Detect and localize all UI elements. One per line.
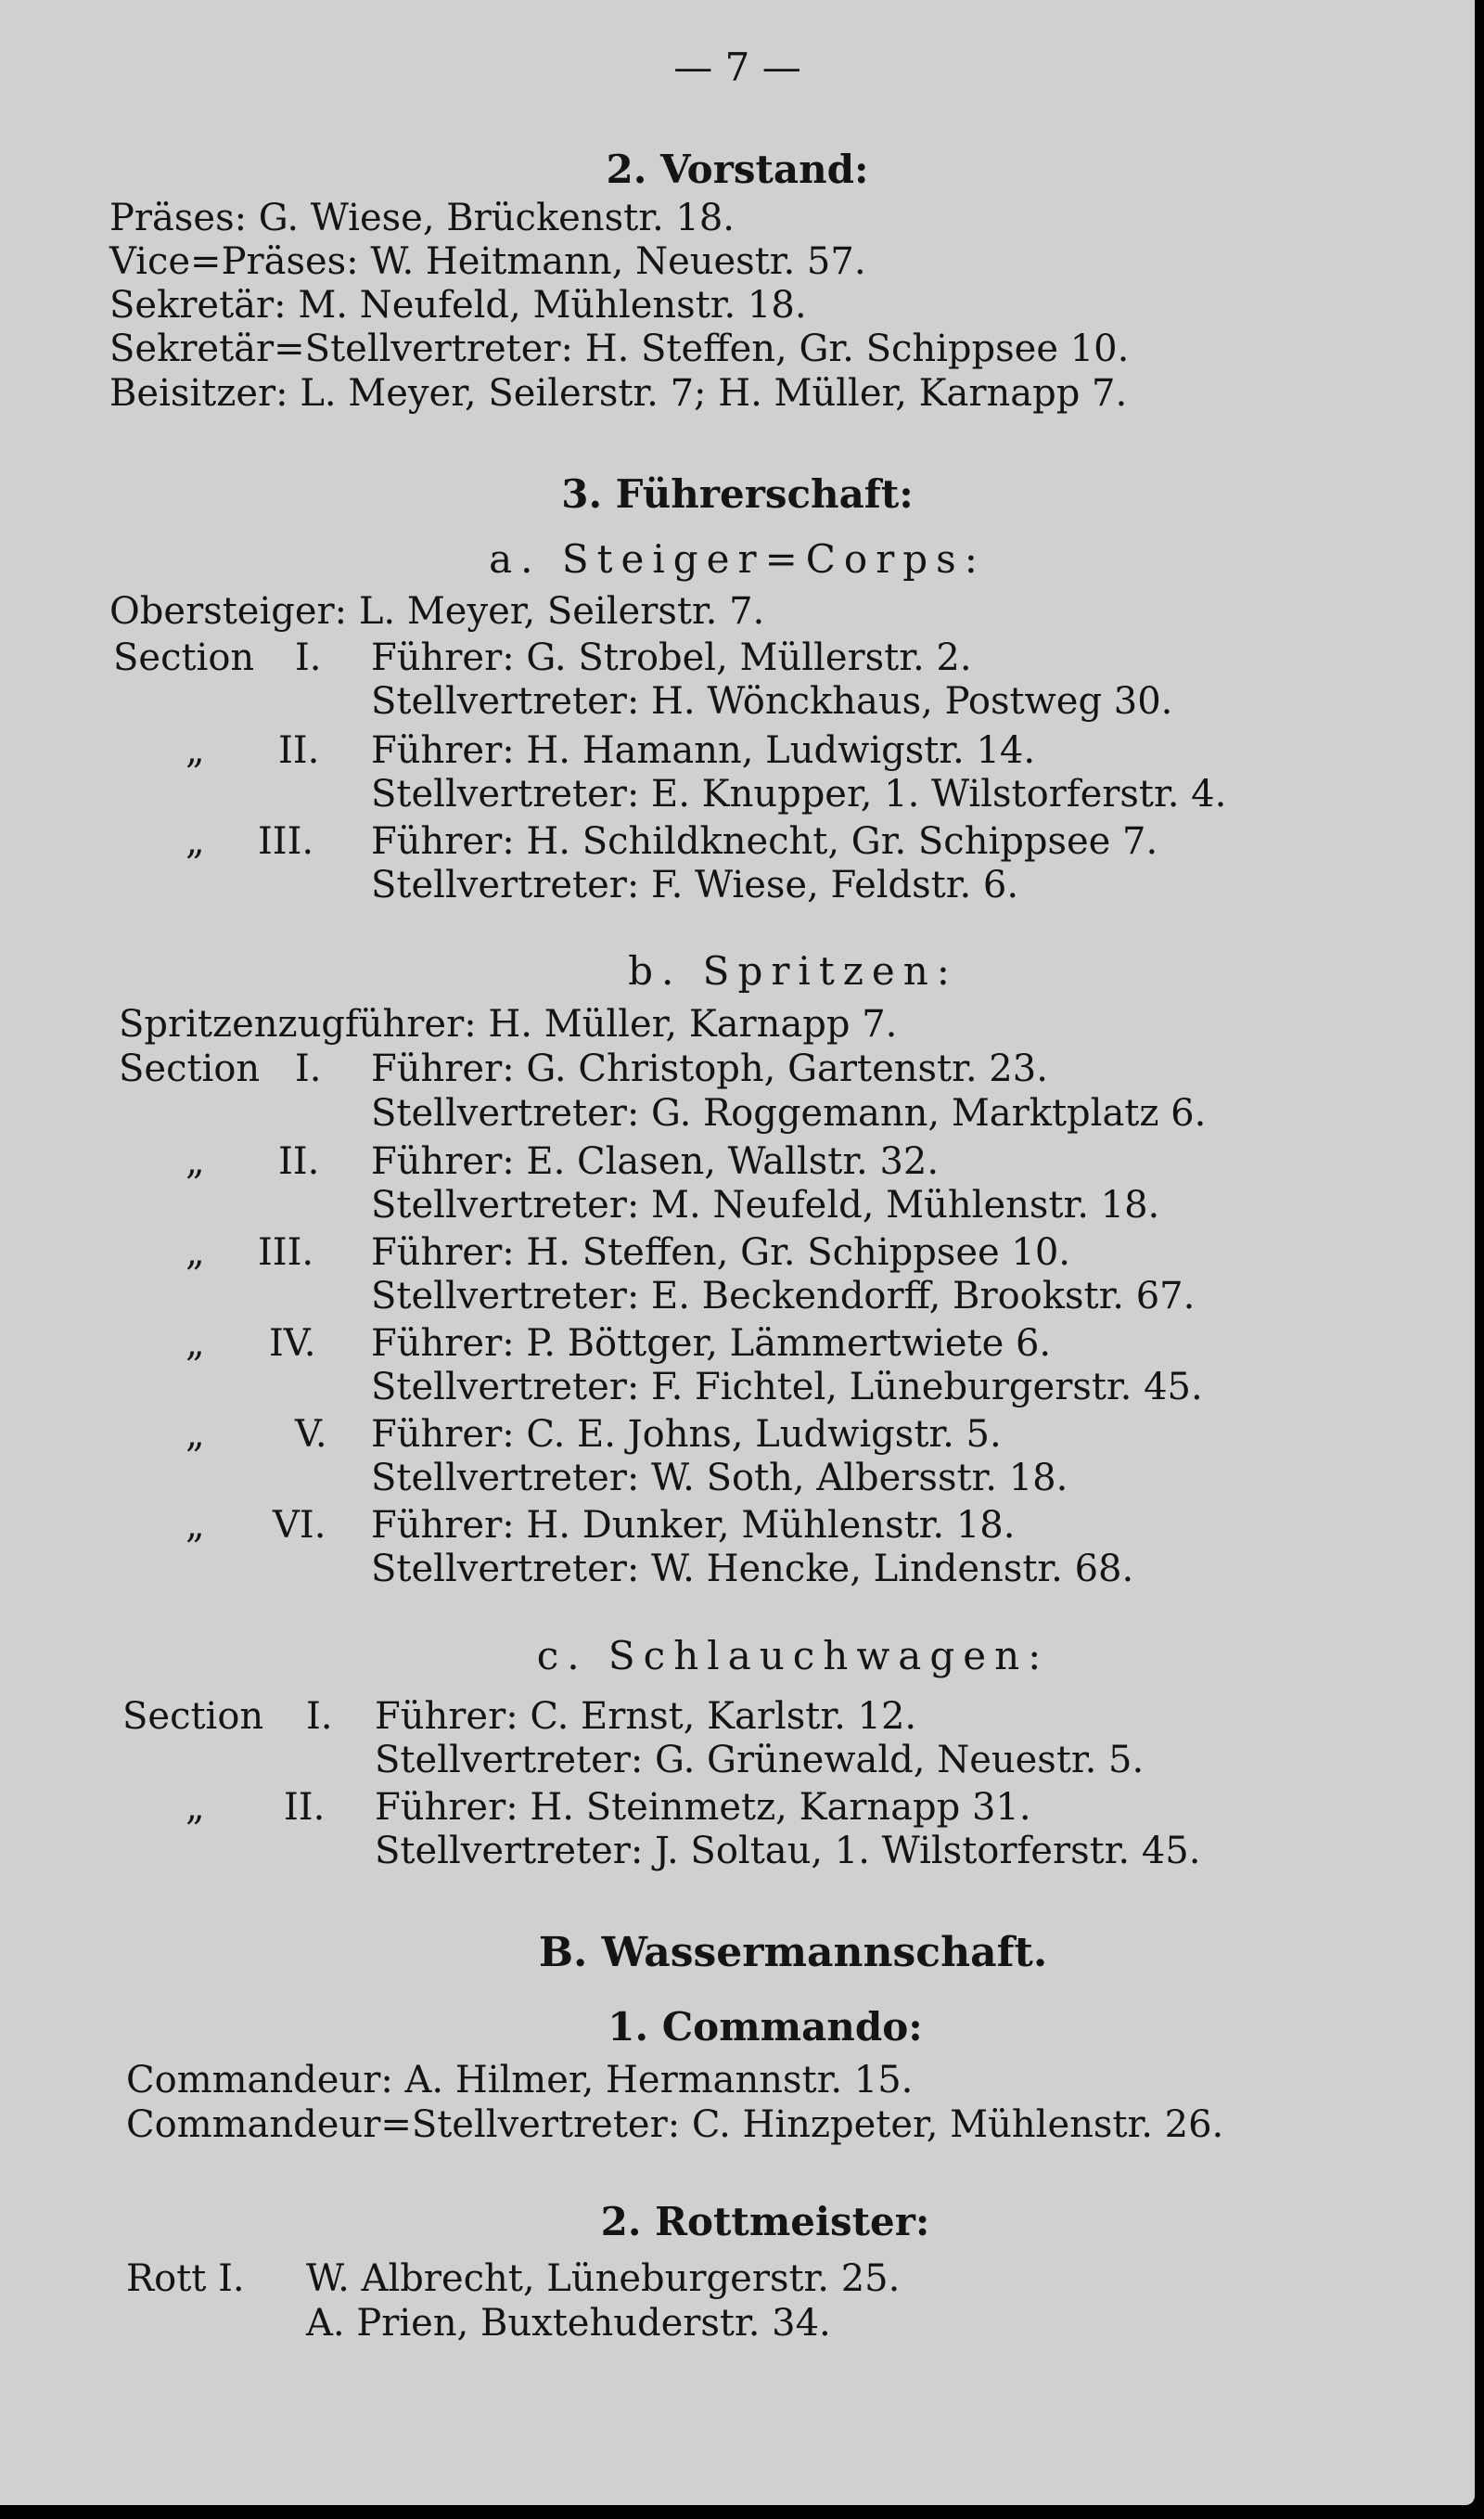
- section-fuehrer: Führer: C. Ernst, Karlstr. 12.: [375, 1695, 917, 1738]
- schlauchwagen-heading: c. Schlauchwagen:: [536, 1633, 1050, 1678]
- section-number: II.: [278, 1140, 320, 1183]
- section-stellvertreter: Stellvertreter: J. Soltau, 1. Wilstorferstr. 45.: [375, 1830, 1201, 1872]
- wassermannschaft-heading: B. Wassermannschaft.: [538, 1929, 1048, 1976]
- section-stellvertreter: Stellvertreter: G. Roggemann, Marktplatz 6.: [371, 1092, 1207, 1135]
- fuehrerschaft-heading: 3. Führerschaft:: [561, 471, 914, 517]
- ditto-mark: „: [186, 1786, 205, 1829]
- vorstand-line: Sekretär=Stellvertreter: H. Steffen, Gr. Schippsee 10.: [109, 328, 1130, 370]
- section-number: III.: [258, 1231, 314, 1274]
- section-stellvertreter: Stellvertreter: F. Wiese, Feldstr. 6.: [371, 864, 1019, 906]
- section-fuehrer: Führer: H. Steinmetz, Karnapp 31.: [375, 1786, 1031, 1829]
- rott-label: Rott I.: [126, 2257, 245, 2300]
- section-number: IV.: [269, 1322, 316, 1365]
- vorstand-line: Vice=Präses: W. Heitmann, Neuestr. 57.: [109, 240, 866, 283]
- rottmeister-line: A. Prien, Buxtehuderstr. 34.: [306, 2302, 831, 2345]
- vorstand-heading: 2. Vorstand:: [606, 147, 869, 192]
- section-number: I.: [306, 1695, 333, 1738]
- section-stellvertreter: Stellvertreter: M. Neufeld, Mühlenstr. 18.: [371, 1184, 1160, 1227]
- section-fuehrer: Führer: E. Clasen, Wallstr. 32.: [371, 1140, 940, 1183]
- ditto-mark: „: [186, 1231, 205, 1274]
- section-label: Section: [122, 1695, 264, 1738]
- section-fuehrer: Führer: G. Strobel, Müllerstr. 2.: [371, 636, 972, 679]
- page-number: — 7 —: [673, 45, 801, 90]
- ditto-mark: „: [186, 1504, 205, 1547]
- commando-line: Commandeur=Stellvertreter: C. Hinzpeter, Mühlenstr. 26.: [126, 2103, 1224, 2146]
- vorstand-line: Beisitzer: L. Meyer, Seilerstr. 7; H. Müller, Karnapp 7.: [109, 372, 1128, 415]
- ditto-mark: „: [186, 820, 205, 863]
- steiger-heading: a. Steiger=Corps:: [489, 536, 986, 582]
- section-number: I.: [295, 636, 322, 679]
- section-number: II.: [278, 729, 320, 772]
- rottmeister-line: W. Albrecht, Lüneburgerstr. 25.: [306, 2257, 901, 2300]
- section-fuehrer: Führer: G. Christoph, Gartenstr. 23.: [371, 1047, 1048, 1090]
- section-stellvertreter: Stellvertreter: W. Hencke, Lindenstr. 68.: [371, 1548, 1134, 1590]
- section-number: VI.: [273, 1504, 326, 1547]
- obersteiger-line: Obersteiger: L. Meyer, Seilerstr. 7.: [109, 590, 765, 633]
- ditto-mark: „: [186, 1322, 205, 1365]
- section-number: II.: [284, 1786, 326, 1829]
- section-fuehrer: Führer: H. Steffen, Gr. Schippsee 10.: [371, 1231, 1071, 1274]
- section-fuehrer: Führer: P. Böttger, Lämmertwiete 6.: [371, 1322, 1052, 1365]
- section-label: Section: [119, 1047, 261, 1090]
- commando-heading: 1. Commando:: [608, 2004, 923, 2050]
- section-stellvertreter: Stellvertreter: W. Soth, Albersstr. 18.: [371, 1457, 1068, 1499]
- section-number: I.: [295, 1047, 322, 1090]
- section-stellvertreter: Stellvertreter: E. Knupper, 1. Wilstorferstr. 4.: [371, 773, 1227, 816]
- section-fuehrer: Führer: H. Schildknecht, Gr. Schippsee 7.: [371, 820, 1158, 863]
- commando-line: Commandeur: A. Hilmer, Hermannstr. 15.: [126, 2059, 914, 2101]
- section-stellvertreter: Stellvertreter: G. Grünewald, Neuestr. 5.: [375, 1739, 1145, 1781]
- rottmeister-heading: 2. Rottmeister:: [600, 2199, 930, 2244]
- section-fuehrer: Führer: H. Dunker, Mühlenstr. 18.: [371, 1504, 1016, 1547]
- ditto-mark: „: [186, 1413, 205, 1456]
- vorstand-line: Präses: G. Wiese, Brückenstr. 18.: [109, 197, 735, 239]
- section-number: III.: [258, 820, 314, 863]
- ditto-mark: „: [186, 1140, 205, 1183]
- section-label: Section: [113, 636, 255, 679]
- section-stellvertreter: Stellvertreter: H. Wönckhaus, Postweg 30.: [371, 680, 1173, 723]
- section-stellvertreter: Stellvertreter: E. Beckendorff, Brookstr. 67.: [371, 1275, 1196, 1317]
- spritzenzugfuehrer-line: Spritzenzugführer: H. Müller, Karnapp 7.: [119, 1003, 898, 1046]
- section-fuehrer: Führer: H. Hamann, Ludwigstr. 14.: [371, 729, 1036, 772]
- section-fuehrer: Führer: C. E. Johns, Ludwigstr. 5.: [371, 1413, 1002, 1456]
- ditto-mark: „: [186, 729, 205, 772]
- spritzen-heading: b. Spritzen:: [628, 948, 958, 994]
- section-number: V.: [295, 1413, 327, 1456]
- section-stellvertreter: Stellvertreter: F. Fichtel, Lüneburgerstr. 45.: [371, 1366, 1203, 1408]
- vorstand-line: Sekretär: M. Neufeld, Mühlenstr. 18.: [109, 284, 807, 327]
